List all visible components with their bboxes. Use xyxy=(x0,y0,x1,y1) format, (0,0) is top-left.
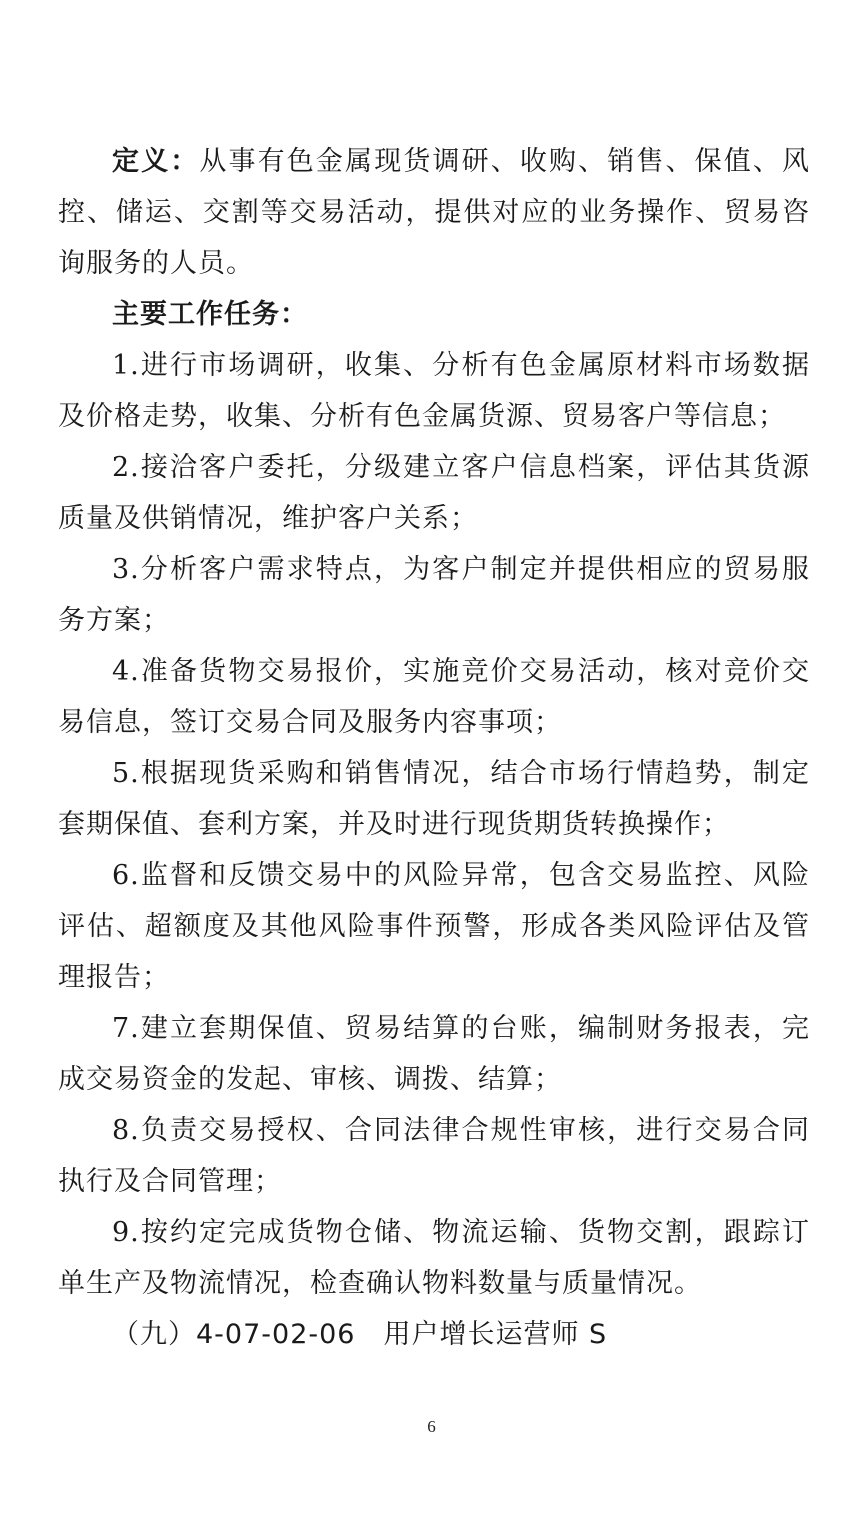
page-number: 6 xyxy=(427,1417,436,1436)
task-item-7: 7.建立套期保值、贸易结算的台账，编制财务报表，完成交易资金的发起、审核、调拨、结算； xyxy=(58,1013,810,1095)
definition-text: 从事有色金属现货调研、收购、销售、保值、风控、储运、交割等交易活动，提供对应的业务操作、贸易咨询服务的人员。 xyxy=(58,146,811,279)
definition-paragraph xyxy=(58,136,810,289)
definition-label: 定义： xyxy=(112,146,200,177)
task-item-8: 8.负责交易授权、合同法律合规性审核，进行交易合同执行及合同管理； xyxy=(58,1115,810,1197)
task-item-5: 5.根据现货采购和销售情况，结合市场行情趋势，制定套期保值、套利方案，并及时进行现货期货转换操作； xyxy=(58,758,810,840)
task-item-2: 2.接洽客户委托，分级建立客户信息档案，评估其货源质量及供销情况，维护客户关系； xyxy=(58,452,810,534)
document-body xyxy=(58,136,810,1360)
task-item-4: 4.准备货物交易报价，实施竞价交易活动，核对竞价交易信息，签订交易合同及服务内容事项； xyxy=(58,656,810,738)
tasks-heading: 主要工作任务： xyxy=(112,299,308,330)
task-item-1: 1.进行市场调研，收集、分析有色金属原材料市场数据及价格走势，收集、分析有色金属货源、贸易客户等信息； xyxy=(58,350,810,432)
task-item-6: 6.监督和反馈交易中的风险异常，包含交易监控、风险评估、超额度及其他风险事件预警，形成各类风险评估及管理报告； xyxy=(58,860,810,993)
task-item-3: 3.分析客户需求特点，为客户制定并提供相应的贸易服务方案； xyxy=(58,554,810,636)
task-item-9: 9.按约定完成货物仓储、物流运输、货物交割，跟踪订单生产及物流情况，检查确认物料数量与质量情况。 xyxy=(58,1217,810,1299)
next-section-heading: （九）4-07-02-06 用户增长运营师 S xyxy=(112,1319,608,1350)
